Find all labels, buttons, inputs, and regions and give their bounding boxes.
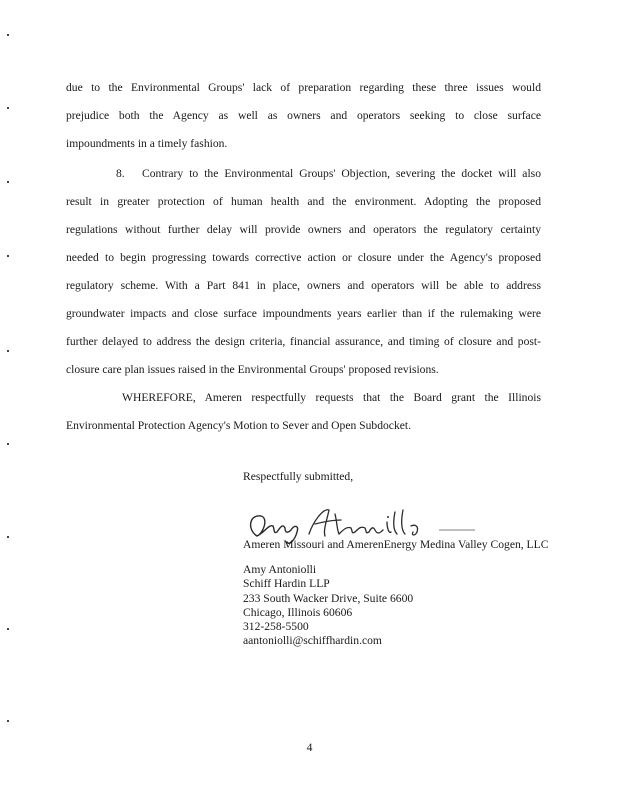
signer-name: Amy Antoniolli bbox=[243, 563, 317, 576]
signer-street: 233 South Wacker Drive, Suite 6600 bbox=[243, 591, 414, 605]
margin-mark bbox=[7, 181, 9, 183]
margin-mark bbox=[7, 443, 9, 445]
margin-mark bbox=[7, 536, 9, 538]
margin-mark bbox=[7, 628, 9, 630]
body-line: groundwater impacts and close surface impoundments years earlier than if the rulemaking were bbox=[66, 307, 541, 320]
body-line: regulatory scheme. With a Part 841 in place, owners and operators will be able to address bbox=[66, 279, 541, 292]
body-line: Environmental Protection Agency's Motion to Sever and Open Subdocket. bbox=[66, 419, 412, 432]
body-line: closure care plan issues raised in the Environmental Groups' proposed revisions. bbox=[66, 363, 439, 376]
margin-mark bbox=[7, 720, 9, 722]
margin-mark bbox=[7, 255, 9, 257]
signer-city: Chicago, Illinois 60606 bbox=[243, 605, 353, 619]
closing: Respectfully submitted, bbox=[243, 470, 354, 483]
body-line: further delayed to address the design criteria, financial assurance, and timing of closure and post- bbox=[66, 335, 541, 348]
body-line: WHEREFORE, Ameren respectfully requests that the Board grant the Illinois bbox=[122, 391, 541, 404]
signer-address-block bbox=[243, 563, 413, 649]
page-number: 4 bbox=[306, 741, 313, 754]
margin-mark bbox=[7, 34, 9, 36]
signature-line: Ameren Missouri and AmerenEnergy Medina Valley Cogen, LLC bbox=[243, 538, 549, 551]
body-line: result in greater protection of human health and the environment. Adopting the proposed bbox=[66, 195, 541, 208]
signer-email: aantoniolli@schiffhardin.com bbox=[243, 634, 382, 648]
body-line: Contrary to the Environmental Groups' Objection, severing the docket will also bbox=[142, 167, 541, 180]
signer-firm: Schiff Hardin LLP bbox=[243, 577, 330, 591]
body-line: needed to begin progressing towards corrective action or closure under the Agency's proposed bbox=[66, 251, 541, 264]
body-line: regulations without further delay will provide owners and operators the regulatory certainty bbox=[66, 223, 541, 236]
body-line: impoundments in a timely fashion. bbox=[66, 137, 228, 150]
margin-mark bbox=[7, 107, 9, 109]
body-line: due to the Environmental Groups' lack of preparation regarding these three issues would bbox=[66, 81, 541, 94]
margin-mark bbox=[7, 350, 9, 352]
signer-phone: 312-258-5500 bbox=[243, 620, 309, 634]
paragraph-number: 8. bbox=[116, 167, 125, 180]
body-line: prejudice both the Agency as well as owners and operators seeking to close surface bbox=[66, 109, 541, 122]
